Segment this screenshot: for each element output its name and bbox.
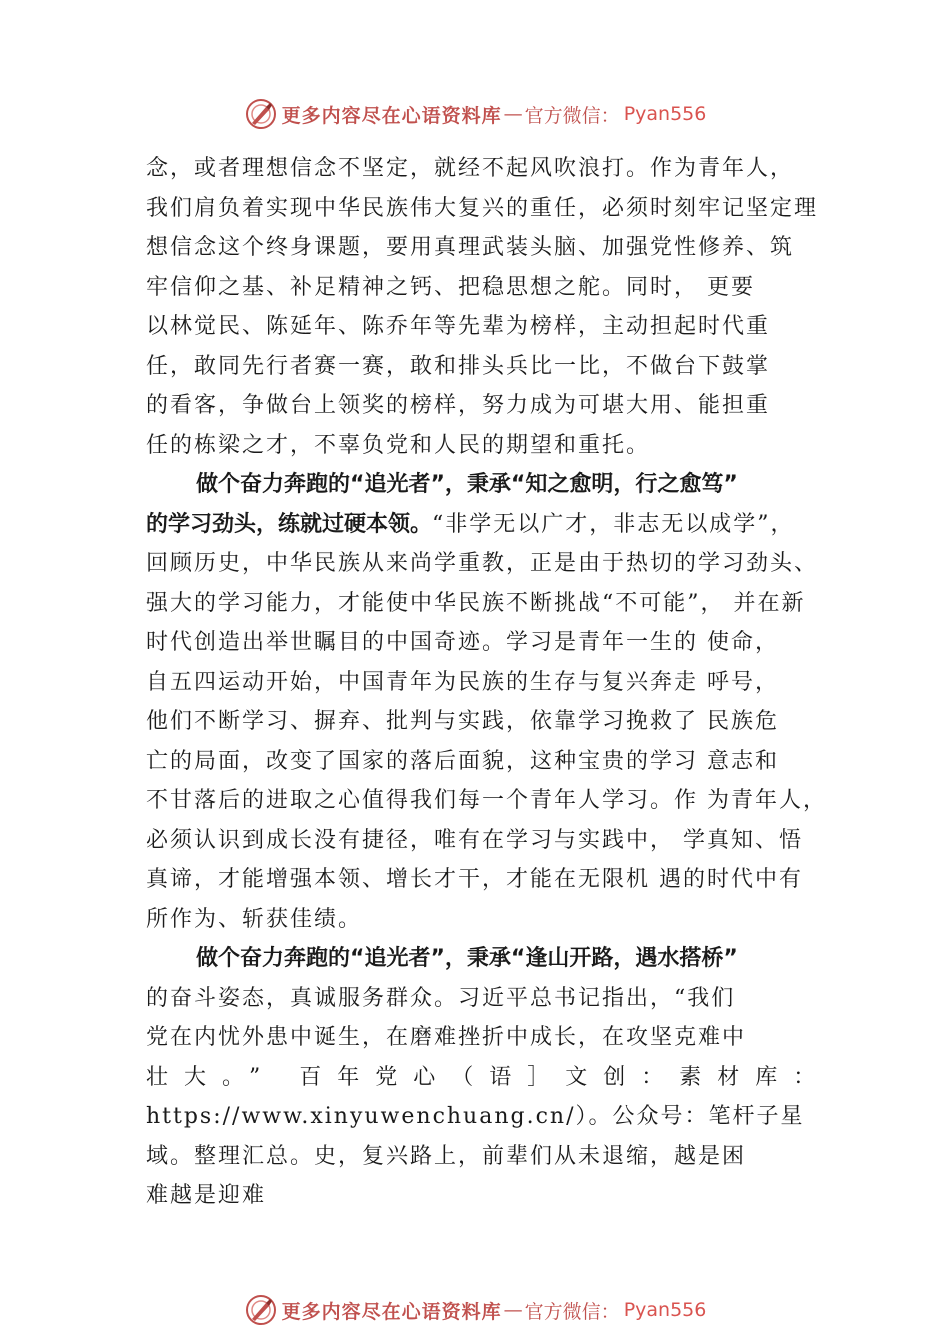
banner-separator: — <box>503 1299 523 1321</box>
banner-wechat-id: Pyan556 <box>623 1299 707 1321</box>
section-heading: 做个奋力奔跑的“追光者”，秉承“知之愈明，行之愈笃” <box>196 472 738 497</box>
pen-logo-icon <box>244 97 278 131</box>
banner-separator: — <box>503 103 523 125</box>
text-line: 任，敢同先行者赛一赛，敢和排头兵比一比，不做台下鼓掌 <box>146 353 771 379</box>
text-line: 真谛，才能增强本领、增长才干，才能在无限机 遇的时代中有 <box>146 867 803 892</box>
text-line: 必须认识到成长没有捷径，唯有在学习与实践中， 学真知、悟 <box>146 827 803 853</box>
text-line: 我们肩负着实现中华民族伟大复兴的重任，必须时刻牢记坚定理 <box>146 195 819 221</box>
text-line: 以林觉民、陈延年、陈乔年等先辈为榜样，主动担起时代重 <box>146 314 771 339</box>
text-line <box>146 505 846 545</box>
banner-main-text: 更多内容尽在心语资料库 <box>281 104 502 127</box>
text-line: 壮大。” 百年党心（语］文创：素材库： <box>146 1064 832 1090</box>
text-line: 不甘落后的进取之心值得我们每一个青年人学习。作 为青年人， <box>146 788 827 813</box>
section-heading-continuation: 的学习劲头，练就过硬本领。 <box>146 511 433 537</box>
header-watermark-banner <box>0 94 950 134</box>
banner-main-text: 更多内容尽在心语资料库 <box>281 1300 502 1323</box>
banner-wechat-label: 官方微信： <box>524 104 620 127</box>
text-line: 牢信仰之基、补足精神之钙、把稳思想之舵。同时， 更要 <box>146 274 755 300</box>
text-line: 时代创造出举世瞩目的中国奇迹。学习是青年一生的 使命， <box>146 630 779 655</box>
text-line: 难越是迎难 <box>146 1183 267 1208</box>
text-line-url: https://www.xinyuwenchuang.cn/）。公众号：笔杆子星 <box>146 1104 805 1129</box>
text-line: 党在内忧外患中诞生，在磨难挫折中成长，在攻坚克难中 <box>146 1025 747 1050</box>
text-line: 强大的学习能力，才能使中华民族不断挑战“不可能”， 并在新 <box>146 590 806 616</box>
text-line: 所作为、斩获佳绩。 <box>146 906 363 932</box>
document-body <box>146 149 846 1216</box>
quote-text: “非学无以广才，非志无以成学”， <box>432 511 795 537</box>
text-line: 想信念这个终身课题，要用真理武装头脑、加强党性修养、筑 <box>146 235 795 260</box>
text-line: 亡的局面，改变了国家的落后面貌，这种宝贵的学习 意志和 <box>146 748 779 774</box>
pen-logo-icon <box>244 1293 278 1327</box>
section-heading: 做个奋力奔跑的“追光者”，秉承“逢山开路，遇水搭桥” <box>196 946 738 971</box>
text-line: 自五四运动开始，中国青年为民族的生存与复兴奔走 呼号， <box>146 669 779 695</box>
text-line: 任的栋梁之才，不辜负党和人民的期望和重托。 <box>146 432 651 458</box>
footer-watermark-banner <box>0 1290 950 1330</box>
banner-wechat-label: 官方微信： <box>524 1300 620 1323</box>
text-line: 回顾历史，中华民族从来尚学重教，正是由于热切的学习劲头、 <box>146 551 819 576</box>
text-line: 他们不断学习、摒弃、批判与实践，依靠学习挽救了 民族危 <box>146 709 779 734</box>
banner-wechat-id: Pyan556 <box>623 103 707 125</box>
text-line: 域。整理汇总。史，复兴路上，前辈们从未退缩，越是困 <box>146 1143 747 1169</box>
text-line: 的看客，争做台上领奖的榜样，努力成为可堪大用、能担重 <box>146 393 771 418</box>
text-line: 的奋斗姿态，真诚服务群众。习近平总书记指出，“我们 <box>146 985 736 1011</box>
text-line: 念，或者理想信念不坚定，就经不起风吹浪打。作为青年人， <box>146 156 795 181</box>
